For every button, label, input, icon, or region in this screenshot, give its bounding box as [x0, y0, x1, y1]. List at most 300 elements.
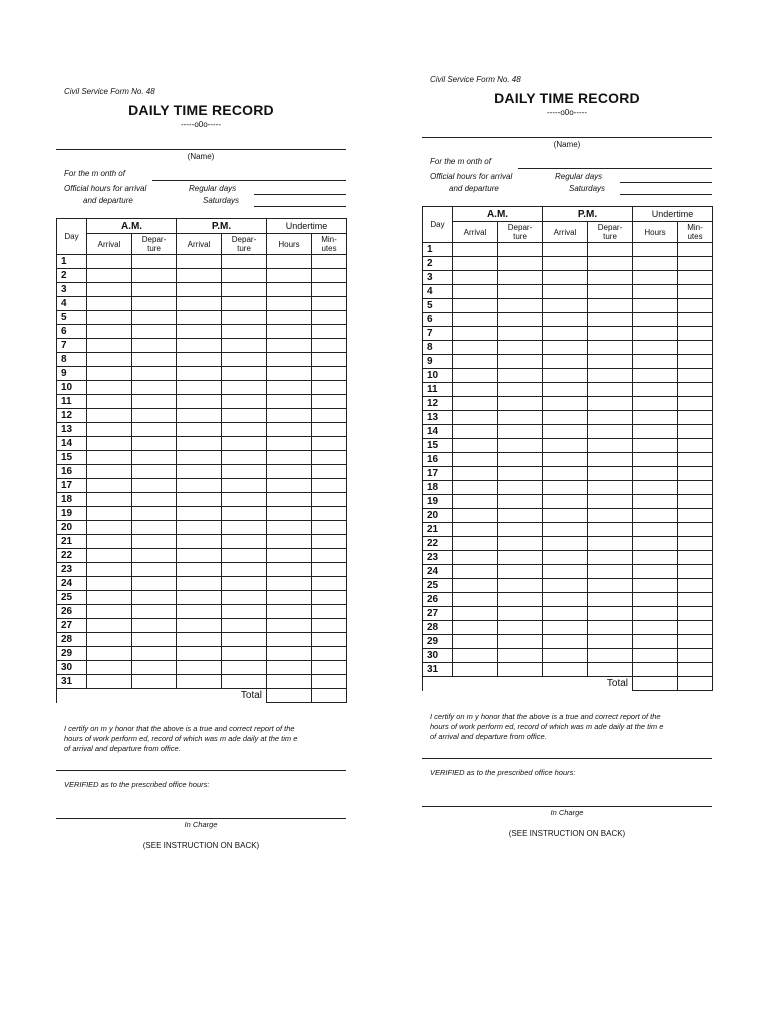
am-arrival-cell[interactable]	[87, 381, 132, 395]
undertime-hours-cell[interactable]	[633, 663, 678, 677]
pm-departure-cell[interactable]	[222, 647, 267, 661]
am-departure-cell[interactable]	[132, 353, 177, 367]
undertime-minutes-cell[interactable]	[678, 285, 713, 299]
undertime-minutes-cell[interactable]	[312, 381, 347, 395]
am-arrival-cell[interactable]	[453, 313, 498, 327]
pm-arrival-cell[interactable]	[177, 311, 222, 325]
am-departure-cell[interactable]	[132, 437, 177, 451]
pm-arrival-cell[interactable]	[543, 635, 588, 649]
undertime-minutes-cell[interactable]	[678, 257, 713, 271]
am-arrival-cell[interactable]	[453, 481, 498, 495]
am-arrival-cell[interactable]	[453, 453, 498, 467]
am-departure-cell[interactable]	[498, 663, 543, 677]
undertime-minutes-cell[interactable]	[312, 563, 347, 577]
pm-departure-cell[interactable]	[588, 551, 633, 565]
am-departure-cell[interactable]	[498, 635, 543, 649]
pm-arrival-cell[interactable]	[177, 353, 222, 367]
pm-arrival-cell[interactable]	[543, 593, 588, 607]
pm-arrival-cell[interactable]	[177, 549, 222, 563]
am-departure-cell[interactable]	[498, 607, 543, 621]
am-arrival-cell[interactable]	[87, 353, 132, 367]
pm-departure-cell[interactable]	[222, 521, 267, 535]
am-arrival-cell[interactable]	[87, 661, 132, 675]
am-departure-cell[interactable]	[132, 479, 177, 493]
undertime-hours-cell[interactable]	[267, 255, 312, 269]
undertime-minutes-cell[interactable]	[678, 495, 713, 509]
pm-arrival-cell[interactable]	[543, 453, 588, 467]
undertime-hours-cell[interactable]	[267, 549, 312, 563]
undertime-minutes-cell[interactable]	[312, 367, 347, 381]
pm-departure-cell[interactable]	[588, 593, 633, 607]
undertime-hours-cell[interactable]	[267, 661, 312, 675]
am-departure-cell[interactable]	[498, 537, 543, 551]
undertime-hours-cell[interactable]	[633, 411, 678, 425]
name-field-line[interactable]	[422, 137, 712, 138]
undertime-minutes-cell[interactable]	[312, 591, 347, 605]
pm-arrival-cell[interactable]	[543, 327, 588, 341]
am-departure-cell[interactable]	[498, 341, 543, 355]
undertime-hours-cell[interactable]	[633, 593, 678, 607]
am-arrival-cell[interactable]	[453, 565, 498, 579]
am-departure-cell[interactable]	[132, 521, 177, 535]
pm-departure-cell[interactable]	[222, 507, 267, 521]
undertime-minutes-cell[interactable]	[312, 311, 347, 325]
pm-departure-cell[interactable]	[588, 313, 633, 327]
pm-departure-cell[interactable]	[222, 367, 267, 381]
undertime-hours-cell[interactable]	[267, 409, 312, 423]
pm-departure-cell[interactable]	[588, 243, 633, 257]
am-arrival-cell[interactable]	[87, 325, 132, 339]
undertime-hours-cell[interactable]	[633, 341, 678, 355]
pm-arrival-cell[interactable]	[177, 507, 222, 521]
pm-arrival-cell[interactable]	[543, 271, 588, 285]
am-departure-cell[interactable]	[132, 423, 177, 437]
pm-departure-cell[interactable]	[222, 619, 267, 633]
pm-arrival-cell[interactable]	[177, 381, 222, 395]
pm-arrival-cell[interactable]	[543, 397, 588, 411]
pm-departure-cell[interactable]	[222, 549, 267, 563]
am-departure-cell[interactable]	[498, 565, 543, 579]
undertime-hours-cell[interactable]	[267, 605, 312, 619]
undertime-minutes-cell[interactable]	[312, 661, 347, 675]
am-arrival-cell[interactable]	[453, 285, 498, 299]
pm-arrival-cell[interactable]	[177, 647, 222, 661]
total-hours-cell[interactable]	[633, 677, 678, 691]
am-departure-cell[interactable]	[132, 325, 177, 339]
pm-departure-cell[interactable]	[588, 663, 633, 677]
undertime-minutes-cell[interactable]	[312, 339, 347, 353]
month-field-line[interactable]	[152, 180, 346, 181]
undertime-hours-cell[interactable]	[633, 257, 678, 271]
pm-arrival-cell[interactable]	[543, 411, 588, 425]
pm-departure-cell[interactable]	[588, 621, 633, 635]
pm-departure-cell[interactable]	[222, 381, 267, 395]
am-arrival-cell[interactable]	[453, 663, 498, 677]
am-arrival-cell[interactable]	[87, 451, 132, 465]
am-arrival-cell[interactable]	[453, 397, 498, 411]
am-arrival-cell[interactable]	[87, 647, 132, 661]
employee-signature-line[interactable]	[56, 770, 346, 771]
am-departure-cell[interactable]	[132, 535, 177, 549]
am-arrival-cell[interactable]	[453, 579, 498, 593]
undertime-hours-cell[interactable]	[267, 423, 312, 437]
pm-departure-cell[interactable]	[588, 411, 633, 425]
pm-arrival-cell[interactable]	[543, 341, 588, 355]
am-arrival-cell[interactable]	[453, 467, 498, 481]
am-departure-cell[interactable]	[132, 255, 177, 269]
pm-departure-cell[interactable]	[588, 453, 633, 467]
undertime-minutes-cell[interactable]	[678, 663, 713, 677]
am-arrival-cell[interactable]	[87, 255, 132, 269]
am-arrival-cell[interactable]	[87, 269, 132, 283]
am-arrival-cell[interactable]	[87, 675, 132, 689]
am-departure-cell[interactable]	[132, 367, 177, 381]
undertime-minutes-cell[interactable]	[312, 283, 347, 297]
undertime-hours-cell[interactable]	[267, 339, 312, 353]
pm-departure-cell[interactable]	[588, 565, 633, 579]
pm-departure-cell[interactable]	[588, 355, 633, 369]
undertime-hours-cell[interactable]	[633, 271, 678, 285]
undertime-minutes-cell[interactable]	[678, 579, 713, 593]
pm-departure-cell[interactable]	[588, 327, 633, 341]
pm-departure-cell[interactable]	[222, 339, 267, 353]
undertime-hours-cell[interactable]	[267, 437, 312, 451]
pm-departure-cell[interactable]	[588, 271, 633, 285]
am-arrival-cell[interactable]	[87, 605, 132, 619]
undertime-minutes-cell[interactable]	[678, 425, 713, 439]
pm-arrival-cell[interactable]	[543, 663, 588, 677]
undertime-minutes-cell[interactable]	[312, 423, 347, 437]
am-arrival-cell[interactable]	[453, 243, 498, 257]
am-departure-cell[interactable]	[498, 481, 543, 495]
am-departure-cell[interactable]	[132, 283, 177, 297]
pm-departure-cell[interactable]	[222, 283, 267, 297]
pm-departure-cell[interactable]	[222, 353, 267, 367]
undertime-hours-cell[interactable]	[633, 509, 678, 523]
undertime-minutes-cell[interactable]	[678, 243, 713, 257]
pm-arrival-cell[interactable]	[177, 535, 222, 549]
undertime-minutes-cell[interactable]	[678, 327, 713, 341]
undertime-minutes-cell[interactable]	[678, 467, 713, 481]
pm-arrival-cell[interactable]	[177, 605, 222, 619]
pm-departure-cell[interactable]	[222, 437, 267, 451]
pm-departure-cell[interactable]	[222, 633, 267, 647]
pm-arrival-cell[interactable]	[543, 243, 588, 257]
month-field-line[interactable]	[518, 168, 712, 169]
undertime-hours-cell[interactable]	[633, 537, 678, 551]
undertime-minutes-cell[interactable]	[312, 507, 347, 521]
pm-departure-cell[interactable]	[588, 425, 633, 439]
undertime-minutes-cell[interactable]	[678, 635, 713, 649]
undertime-minutes-cell[interactable]	[312, 451, 347, 465]
pm-departure-cell[interactable]	[588, 299, 633, 313]
am-arrival-cell[interactable]	[453, 439, 498, 453]
employee-signature-line[interactable]	[422, 758, 712, 759]
regular-days-field-line[interactable]	[254, 194, 346, 195]
total-minutes-cell[interactable]	[678, 677, 713, 691]
pm-departure-cell[interactable]	[222, 535, 267, 549]
undertime-minutes-cell[interactable]	[312, 395, 347, 409]
am-departure-cell[interactable]	[498, 397, 543, 411]
undertime-hours-cell[interactable]	[633, 369, 678, 383]
am-departure-cell[interactable]	[498, 593, 543, 607]
undertime-hours-cell[interactable]	[633, 579, 678, 593]
am-departure-cell[interactable]	[498, 411, 543, 425]
undertime-hours-cell[interactable]	[633, 551, 678, 565]
undertime-hours-cell[interactable]	[267, 311, 312, 325]
am-arrival-cell[interactable]	[453, 621, 498, 635]
pm-departure-cell[interactable]	[588, 383, 633, 397]
am-arrival-cell[interactable]	[87, 423, 132, 437]
pm-arrival-cell[interactable]	[177, 269, 222, 283]
am-departure-cell[interactable]	[498, 649, 543, 663]
am-arrival-cell[interactable]	[453, 607, 498, 621]
pm-arrival-cell[interactable]	[177, 633, 222, 647]
pm-arrival-cell[interactable]	[543, 383, 588, 397]
undertime-minutes-cell[interactable]	[312, 535, 347, 549]
pm-arrival-cell[interactable]	[543, 467, 588, 481]
saturdays-field-line[interactable]	[620, 194, 712, 195]
am-arrival-cell[interactable]	[87, 577, 132, 591]
am-arrival-cell[interactable]	[453, 509, 498, 523]
pm-arrival-cell[interactable]	[177, 521, 222, 535]
pm-departure-cell[interactable]	[222, 255, 267, 269]
undertime-hours-cell[interactable]	[267, 577, 312, 591]
am-departure-cell[interactable]	[132, 605, 177, 619]
pm-arrival-cell[interactable]	[177, 297, 222, 311]
pm-departure-cell[interactable]	[588, 467, 633, 481]
pm-departure-cell[interactable]	[588, 257, 633, 271]
undertime-minutes-cell[interactable]	[312, 297, 347, 311]
am-departure-cell[interactable]	[498, 369, 543, 383]
am-departure-cell[interactable]	[132, 591, 177, 605]
undertime-hours-cell[interactable]	[267, 535, 312, 549]
pm-departure-cell[interactable]	[588, 341, 633, 355]
undertime-hours-cell[interactable]	[633, 607, 678, 621]
am-departure-cell[interactable]	[132, 311, 177, 325]
am-arrival-cell[interactable]	[87, 493, 132, 507]
am-departure-cell[interactable]	[132, 633, 177, 647]
pm-departure-cell[interactable]	[588, 481, 633, 495]
am-arrival-cell[interactable]	[87, 479, 132, 493]
undertime-minutes-cell[interactable]	[678, 593, 713, 607]
pm-arrival-cell[interactable]	[177, 577, 222, 591]
pm-departure-cell[interactable]	[222, 591, 267, 605]
pm-arrival-cell[interactable]	[543, 355, 588, 369]
pm-arrival-cell[interactable]	[177, 493, 222, 507]
am-arrival-cell[interactable]	[453, 425, 498, 439]
am-arrival-cell[interactable]	[453, 411, 498, 425]
undertime-hours-cell[interactable]	[633, 481, 678, 495]
undertime-minutes-cell[interactable]	[678, 607, 713, 621]
pm-arrival-cell[interactable]	[543, 439, 588, 453]
am-departure-cell[interactable]	[132, 269, 177, 283]
am-arrival-cell[interactable]	[453, 299, 498, 313]
am-departure-cell[interactable]	[498, 551, 543, 565]
undertime-minutes-cell[interactable]	[312, 619, 347, 633]
am-departure-cell[interactable]	[132, 675, 177, 689]
pm-departure-cell[interactable]	[222, 325, 267, 339]
undertime-minutes-cell[interactable]	[312, 549, 347, 563]
pm-arrival-cell[interactable]	[543, 649, 588, 663]
undertime-hours-cell[interactable]	[267, 269, 312, 283]
undertime-hours-cell[interactable]	[267, 325, 312, 339]
undertime-hours-cell[interactable]	[633, 635, 678, 649]
pm-arrival-cell[interactable]	[543, 285, 588, 299]
am-arrival-cell[interactable]	[87, 563, 132, 577]
am-arrival-cell[interactable]	[87, 409, 132, 423]
am-arrival-cell[interactable]	[453, 537, 498, 551]
pm-arrival-cell[interactable]	[177, 325, 222, 339]
pm-departure-cell[interactable]	[222, 563, 267, 577]
undertime-hours-cell[interactable]	[267, 395, 312, 409]
am-departure-cell[interactable]	[498, 467, 543, 481]
am-departure-cell[interactable]	[132, 549, 177, 563]
am-arrival-cell[interactable]	[453, 495, 498, 509]
am-arrival-cell[interactable]	[453, 355, 498, 369]
undertime-hours-cell[interactable]	[633, 453, 678, 467]
pm-arrival-cell[interactable]	[177, 563, 222, 577]
pm-departure-cell[interactable]	[588, 439, 633, 453]
undertime-hours-cell[interactable]	[633, 467, 678, 481]
pm-departure-cell[interactable]	[222, 269, 267, 283]
am-arrival-cell[interactable]	[87, 465, 132, 479]
am-arrival-cell[interactable]	[87, 283, 132, 297]
undertime-hours-cell[interactable]	[633, 621, 678, 635]
pm-arrival-cell[interactable]	[543, 313, 588, 327]
pm-arrival-cell[interactable]	[543, 481, 588, 495]
am-arrival-cell[interactable]	[453, 523, 498, 537]
pm-arrival-cell[interactable]	[543, 551, 588, 565]
pm-departure-cell[interactable]	[588, 537, 633, 551]
am-arrival-cell[interactable]	[453, 257, 498, 271]
undertime-minutes-cell[interactable]	[678, 565, 713, 579]
undertime-minutes-cell[interactable]	[312, 255, 347, 269]
am-departure-cell[interactable]	[498, 453, 543, 467]
am-departure-cell[interactable]	[132, 465, 177, 479]
am-arrival-cell[interactable]	[87, 507, 132, 521]
am-arrival-cell[interactable]	[453, 593, 498, 607]
am-arrival-cell[interactable]	[87, 367, 132, 381]
pm-arrival-cell[interactable]	[543, 621, 588, 635]
undertime-minutes-cell[interactable]	[678, 621, 713, 635]
am-departure-cell[interactable]	[498, 579, 543, 593]
undertime-hours-cell[interactable]	[267, 283, 312, 297]
am-arrival-cell[interactable]	[87, 633, 132, 647]
pm-departure-cell[interactable]	[588, 397, 633, 411]
pm-arrival-cell[interactable]	[177, 437, 222, 451]
am-departure-cell[interactable]	[132, 619, 177, 633]
pm-arrival-cell[interactable]	[543, 425, 588, 439]
pm-departure-cell[interactable]	[588, 607, 633, 621]
am-arrival-cell[interactable]	[453, 327, 498, 341]
undertime-minutes-cell[interactable]	[678, 481, 713, 495]
undertime-minutes-cell[interactable]	[678, 649, 713, 663]
undertime-hours-cell[interactable]	[267, 451, 312, 465]
pm-arrival-cell[interactable]	[543, 537, 588, 551]
undertime-minutes-cell[interactable]	[312, 605, 347, 619]
am-arrival-cell[interactable]	[453, 383, 498, 397]
pm-departure-cell[interactable]	[222, 661, 267, 675]
pm-arrival-cell[interactable]	[177, 367, 222, 381]
undertime-hours-cell[interactable]	[267, 647, 312, 661]
am-departure-cell[interactable]	[498, 495, 543, 509]
pm-departure-cell[interactable]	[222, 465, 267, 479]
undertime-hours-cell[interactable]	[267, 381, 312, 395]
undertime-hours-cell[interactable]	[633, 397, 678, 411]
am-departure-cell[interactable]	[132, 577, 177, 591]
am-arrival-cell[interactable]	[87, 535, 132, 549]
am-departure-cell[interactable]	[498, 271, 543, 285]
am-departure-cell[interactable]	[498, 523, 543, 537]
am-departure-cell[interactable]	[132, 647, 177, 661]
pm-departure-cell[interactable]	[222, 311, 267, 325]
undertime-minutes-cell[interactable]	[678, 411, 713, 425]
total-minutes-cell[interactable]	[312, 689, 347, 703]
pm-departure-cell[interactable]	[222, 297, 267, 311]
pm-departure-cell[interactable]	[588, 509, 633, 523]
am-arrival-cell[interactable]	[87, 549, 132, 563]
pm-arrival-cell[interactable]	[177, 465, 222, 479]
total-hours-cell[interactable]	[267, 689, 312, 703]
pm-arrival-cell[interactable]	[177, 409, 222, 423]
undertime-minutes-cell[interactable]	[312, 521, 347, 535]
am-departure-cell[interactable]	[498, 425, 543, 439]
undertime-hours-cell[interactable]	[633, 243, 678, 257]
undertime-minutes-cell[interactable]	[312, 437, 347, 451]
am-departure-cell[interactable]	[498, 243, 543, 257]
undertime-hours-cell[interactable]	[267, 507, 312, 521]
undertime-minutes-cell[interactable]	[678, 355, 713, 369]
pm-arrival-cell[interactable]	[177, 675, 222, 689]
undertime-hours-cell[interactable]	[633, 327, 678, 341]
undertime-minutes-cell[interactable]	[312, 269, 347, 283]
am-arrival-cell[interactable]	[87, 297, 132, 311]
saturdays-field-line[interactable]	[254, 206, 346, 207]
pm-departure-cell[interactable]	[222, 493, 267, 507]
undertime-hours-cell[interactable]	[267, 367, 312, 381]
undertime-hours-cell[interactable]	[267, 297, 312, 311]
am-departure-cell[interactable]	[132, 395, 177, 409]
pm-arrival-cell[interactable]	[543, 579, 588, 593]
pm-arrival-cell[interactable]	[177, 395, 222, 409]
undertime-minutes-cell[interactable]	[312, 493, 347, 507]
am-arrival-cell[interactable]	[87, 395, 132, 409]
am-departure-cell[interactable]	[498, 439, 543, 453]
pm-arrival-cell[interactable]	[177, 619, 222, 633]
in-charge-signature-line[interactable]	[56, 818, 346, 819]
am-departure-cell[interactable]	[498, 285, 543, 299]
pm-departure-cell[interactable]	[588, 635, 633, 649]
am-arrival-cell[interactable]	[87, 311, 132, 325]
am-arrival-cell[interactable]	[453, 551, 498, 565]
am-arrival-cell[interactable]	[87, 521, 132, 535]
undertime-minutes-cell[interactable]	[678, 383, 713, 397]
undertime-minutes-cell[interactable]	[312, 479, 347, 493]
pm-departure-cell[interactable]	[222, 577, 267, 591]
pm-departure-cell[interactable]	[588, 649, 633, 663]
undertime-minutes-cell[interactable]	[312, 675, 347, 689]
pm-arrival-cell[interactable]	[177, 661, 222, 675]
undertime-minutes-cell[interactable]	[312, 325, 347, 339]
undertime-hours-cell[interactable]	[633, 565, 678, 579]
am-arrival-cell[interactable]	[453, 369, 498, 383]
undertime-hours-cell[interactable]	[633, 383, 678, 397]
am-arrival-cell[interactable]	[453, 635, 498, 649]
pm-departure-cell[interactable]	[588, 579, 633, 593]
pm-arrival-cell[interactable]	[543, 495, 588, 509]
pm-arrival-cell[interactable]	[177, 479, 222, 493]
